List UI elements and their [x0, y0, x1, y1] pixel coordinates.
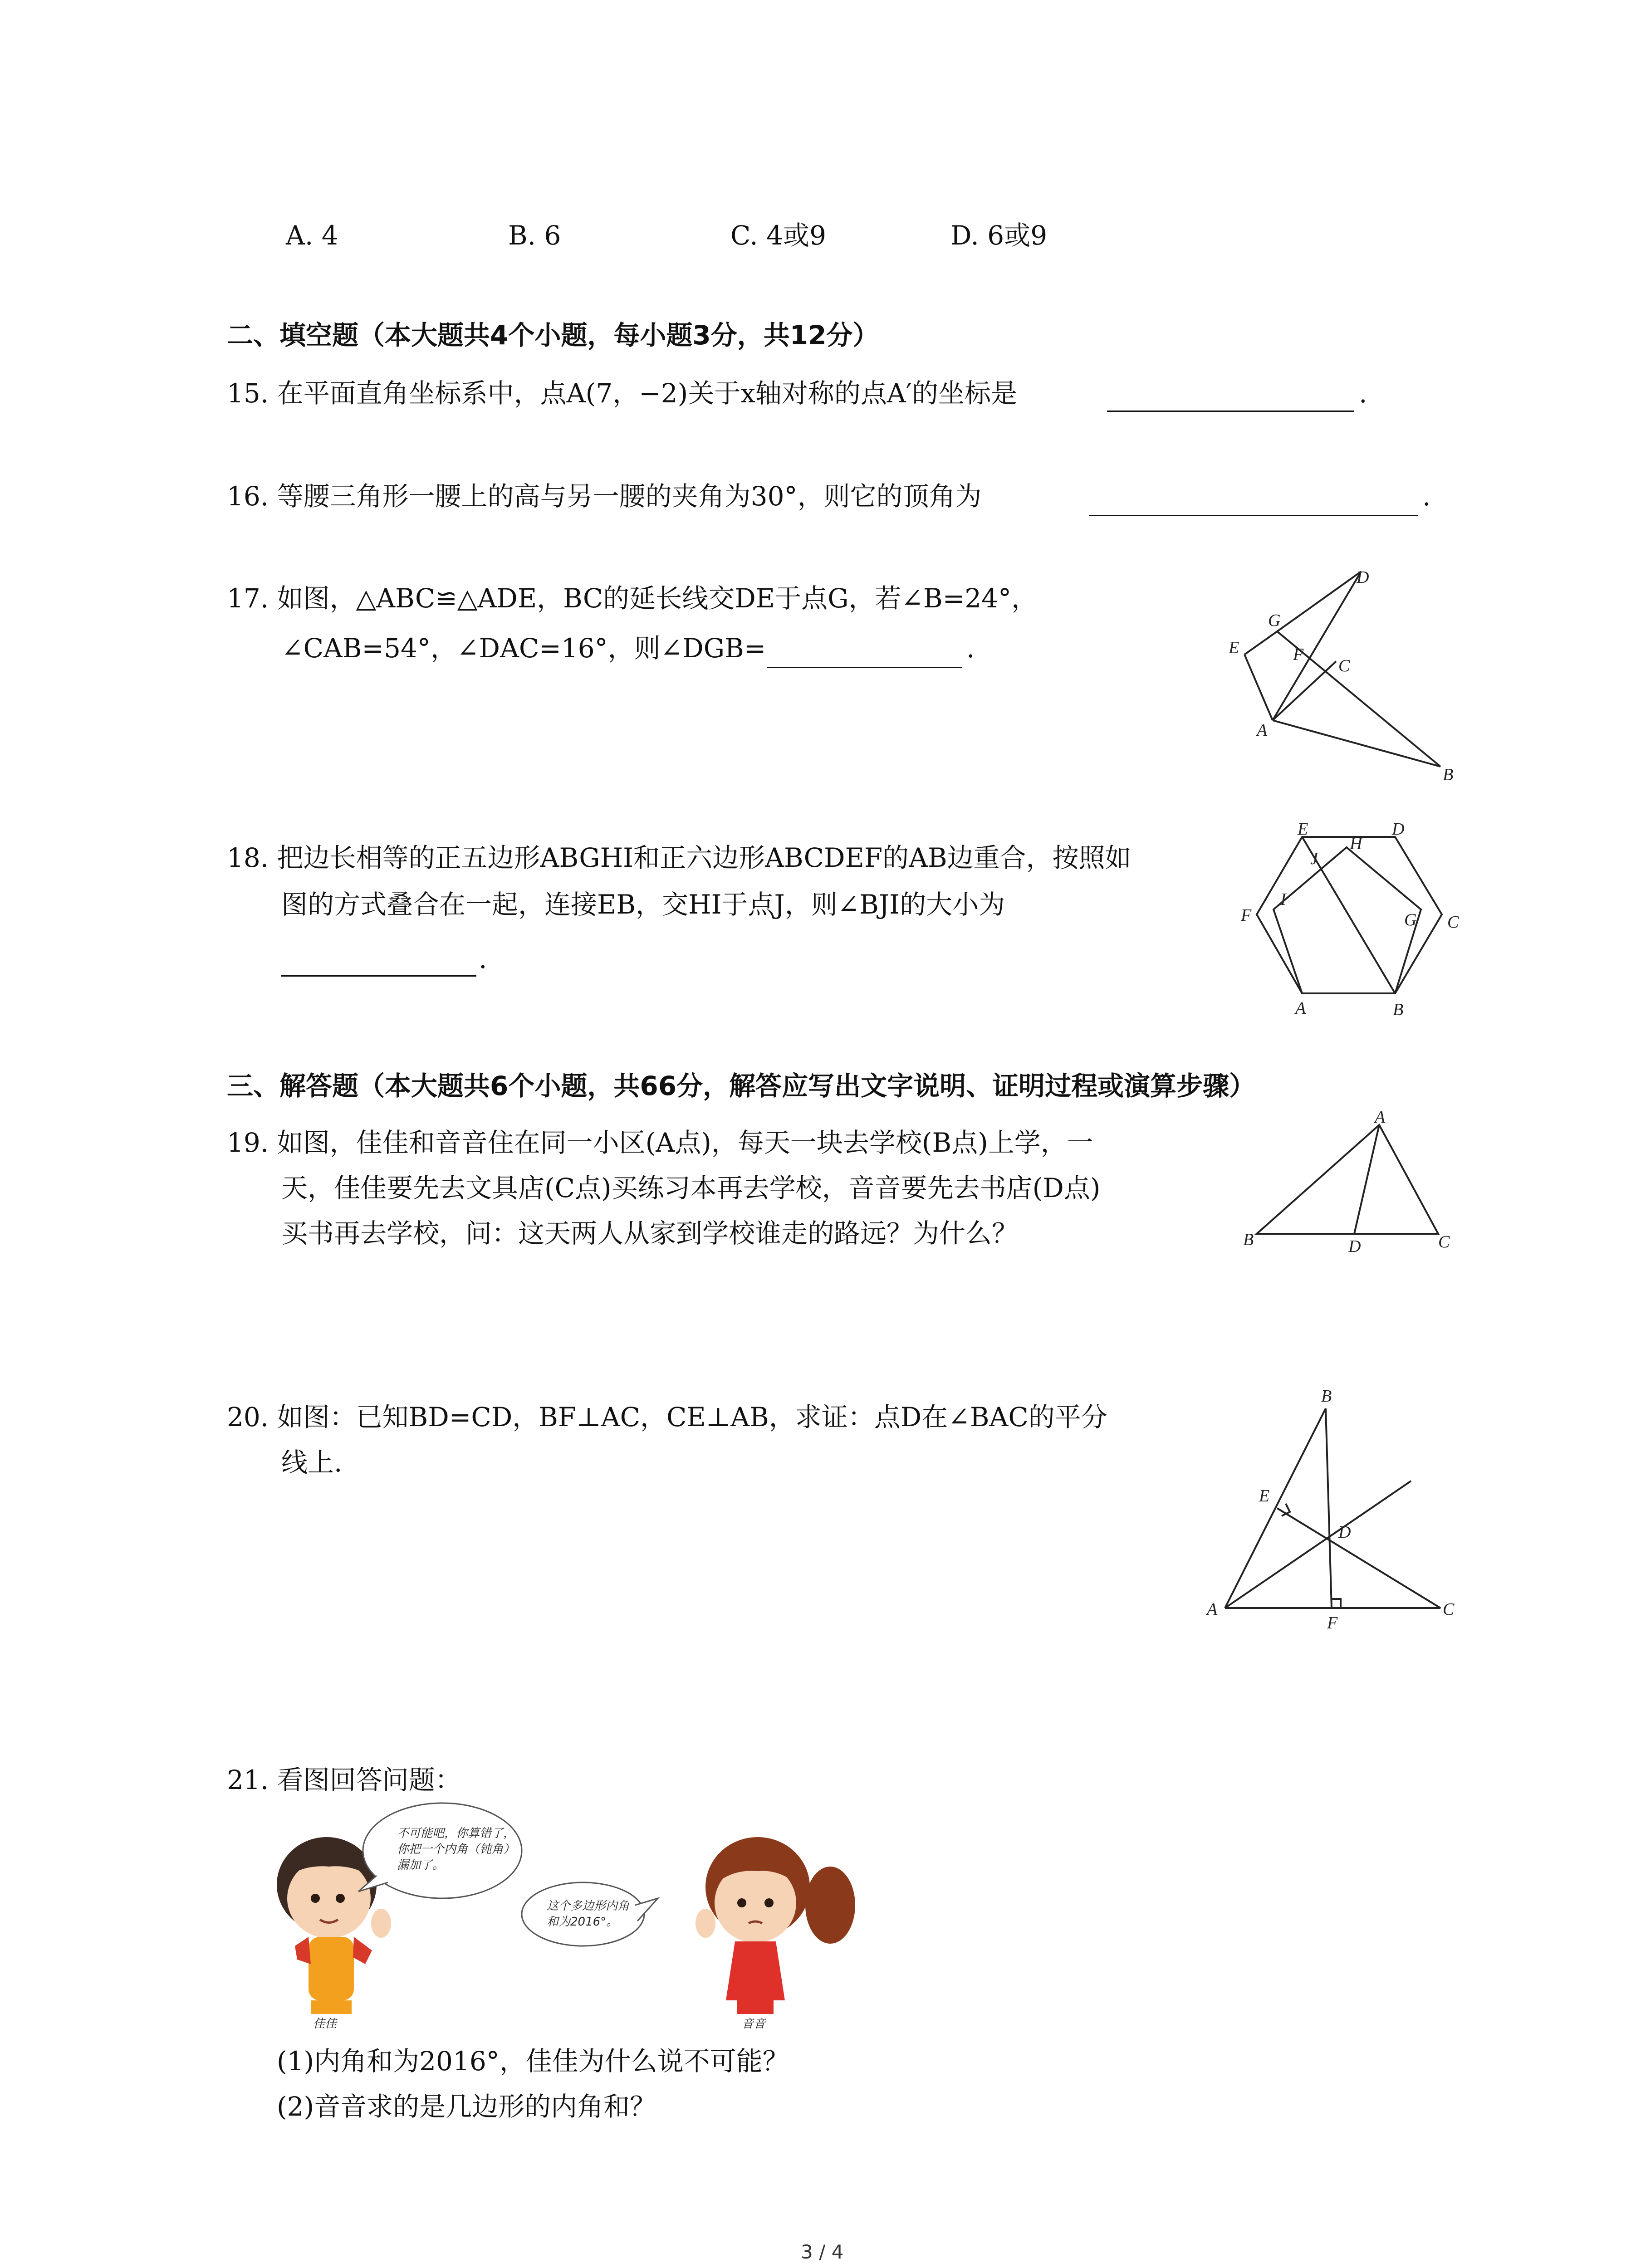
- q20-right-angle-E: [1282, 1504, 1290, 1516]
- q20-label-c: C: [1443, 1600, 1455, 1619]
- q20-line1: 20. 如图：已知BD=CD，BF⊥AC，CE⊥AB，求证：点D在∠BAC的平分: [227, 1402, 1107, 1432]
- option-d: D. 6或9: [950, 220, 1048, 251]
- option-b: B. 6: [508, 220, 561, 251]
- q18-figure: [1241, 820, 1465, 1021]
- q19-triangle-ABC: [1257, 1125, 1438, 1234]
- q18-answer-blank[interactable]: [281, 975, 476, 977]
- jiajia-speech-bubble: [358, 1803, 522, 1898]
- q18-label-b: B: [1393, 1000, 1404, 1019]
- q17-label-f: F: [1293, 645, 1304, 664]
- q21-sub1: (1)内角和为2016°，佳佳为什么说不可能？: [277, 2046, 789, 2077]
- q18-pentagon-ABGHI: [1274, 847, 1421, 993]
- q17-segment-AD: [1273, 572, 1361, 720]
- q20-figure: [1198, 1383, 1461, 1637]
- section3-heading: 三、解答题（本大题共6个小题，共66分，解答应写出文字说明、证明过程或演算步骤）: [227, 1070, 1256, 1101]
- q15-text: 15. 在平面直角坐标系中，点A(7，−2)关于x轴对称的点A′的坐标是: [227, 378, 1017, 409]
- page-number: 3 / 4: [801, 2241, 844, 2263]
- q19-figure: [1243, 1108, 1461, 1256]
- q21-sub2: (2)音音求的是几边形的内角和？: [277, 2091, 656, 2122]
- yinyin-bubble-line1: 这个多边形内角: [547, 1899, 630, 1913]
- q20-label-f: F: [1327, 1613, 1338, 1633]
- jiajia-bubble-line1: 不可能吧，你算错了，: [397, 1827, 515, 1840]
- option-c: C. 4或9: [730, 220, 826, 251]
- q19-label-c: C: [1438, 1232, 1450, 1251]
- q17-label-d: D: [1357, 568, 1369, 587]
- q18-label-e: E: [1298, 820, 1308, 839]
- q16-answer-blank[interactable]: [1089, 515, 1418, 516]
- q20-label-b: B: [1321, 1387, 1332, 1406]
- q15-answer-blank[interactable]: [1107, 411, 1354, 412]
- q18-end: .: [479, 943, 487, 974]
- q21-line1: 21. 看图回答问题：: [227, 1765, 461, 1795]
- q17-segment-EA: [1244, 655, 1273, 720]
- q20-ray-AD: [1225, 1481, 1411, 1608]
- q18-label-i: I: [1280, 890, 1286, 909]
- q19-line3: 买书再去学校，问：这天两人从家到学校谁走的路远？为什么？: [281, 1218, 1019, 1249]
- q20-label-a: A: [1207, 1600, 1218, 1619]
- q18-label-a: A: [1295, 999, 1306, 1018]
- jiajia-bubble-line3: 漏加了。: [397, 1858, 445, 1872]
- q17-label-e: E: [1229, 638, 1239, 657]
- q16-end: .: [1422, 481, 1431, 512]
- q18-line2: 图的方式叠合在一起，连接EB，交HI于点J，则∠BJI的大小为: [281, 889, 1005, 920]
- q20-segment-AB: [1225, 1408, 1326, 1608]
- q18-line1: 18. 把边长相等的正五边形ABGHI和正六边形ABCDEF的AB边重合，按照如: [227, 842, 1132, 873]
- q18-label-g: G: [1404, 910, 1417, 929]
- option-a: A. 4: [286, 220, 338, 251]
- q18-label-h: H: [1350, 834, 1362, 853]
- q18-label-j: J: [1310, 849, 1318, 868]
- q17-figure: [1202, 562, 1465, 789]
- q20-label-e: E: [1259, 1486, 1270, 1505]
- jiajia-bubble-line2: 你把一个内角（钝角）: [397, 1843, 515, 1856]
- q17-line1: 17. 如图，△ABC≌△ADE，BC的延长线交DE于点G，若∠B=24°，: [227, 583, 1038, 614]
- section2-heading: 二、填空题（本大题共4个小题，每小题3分，共12分）: [227, 320, 879, 351]
- q19-label-a: A: [1375, 1108, 1386, 1127]
- q17-label-b: B: [1443, 765, 1454, 784]
- yinyin-character: [696, 1837, 855, 2014]
- jiajia-name: 佳佳: [313, 2017, 337, 2031]
- q20-segment-BF: [1326, 1408, 1332, 1608]
- yinyin-speech-bubble: [522, 1882, 658, 1946]
- q17-label-c: C: [1338, 656, 1350, 675]
- q18-label-c: C: [1447, 913, 1459, 932]
- q15-end: .: [1359, 378, 1367, 409]
- yinyin-name: 音音: [742, 2017, 766, 2031]
- yinyin-bubble-line2: 和为2016°。: [547, 1915, 618, 1929]
- q18-label-f: F: [1241, 906, 1252, 925]
- q16-text: 16. 等腰三角形一腰上的高与另一腰的夹角为30°，则它的顶角为: [227, 481, 982, 512]
- q19-segment-AD: [1354, 1125, 1379, 1234]
- q19-label-d: D: [1348, 1237, 1361, 1256]
- q20-label-d: D: [1338, 1523, 1351, 1542]
- q17-segment-ED: [1244, 572, 1361, 655]
- q17-label-a: A: [1257, 721, 1268, 740]
- q17-label-g: G: [1268, 611, 1281, 630]
- q19-line1: 19. 如图，佳佳和音音住在同一小区(A点)，每天一块去学校(B点)上学，一: [227, 1127, 1093, 1158]
- q19-label-b: B: [1243, 1230, 1254, 1249]
- q21-cartoon: [268, 1801, 894, 2055]
- q20-right-angle-F: [1332, 1599, 1341, 1608]
- q17-line2: ∠CAB=54°，∠DAC=16°，则∠DGB=: [281, 633, 766, 664]
- q17-end: .: [966, 633, 975, 664]
- q20-segment-EC: [1277, 1508, 1440, 1608]
- q17-answer-blank[interactable]: [767, 667, 962, 668]
- q17-segment-AB: [1273, 720, 1440, 767]
- q18-label-d: D: [1392, 820, 1405, 839]
- q19-line2: 天，佳佳要先去文具店(C点)买练习本再去学校，音音要先去书店(D点): [281, 1173, 1101, 1203]
- q17-segment-AC: [1273, 661, 1336, 720]
- q20-line2: 线上.: [281, 1447, 343, 1478]
